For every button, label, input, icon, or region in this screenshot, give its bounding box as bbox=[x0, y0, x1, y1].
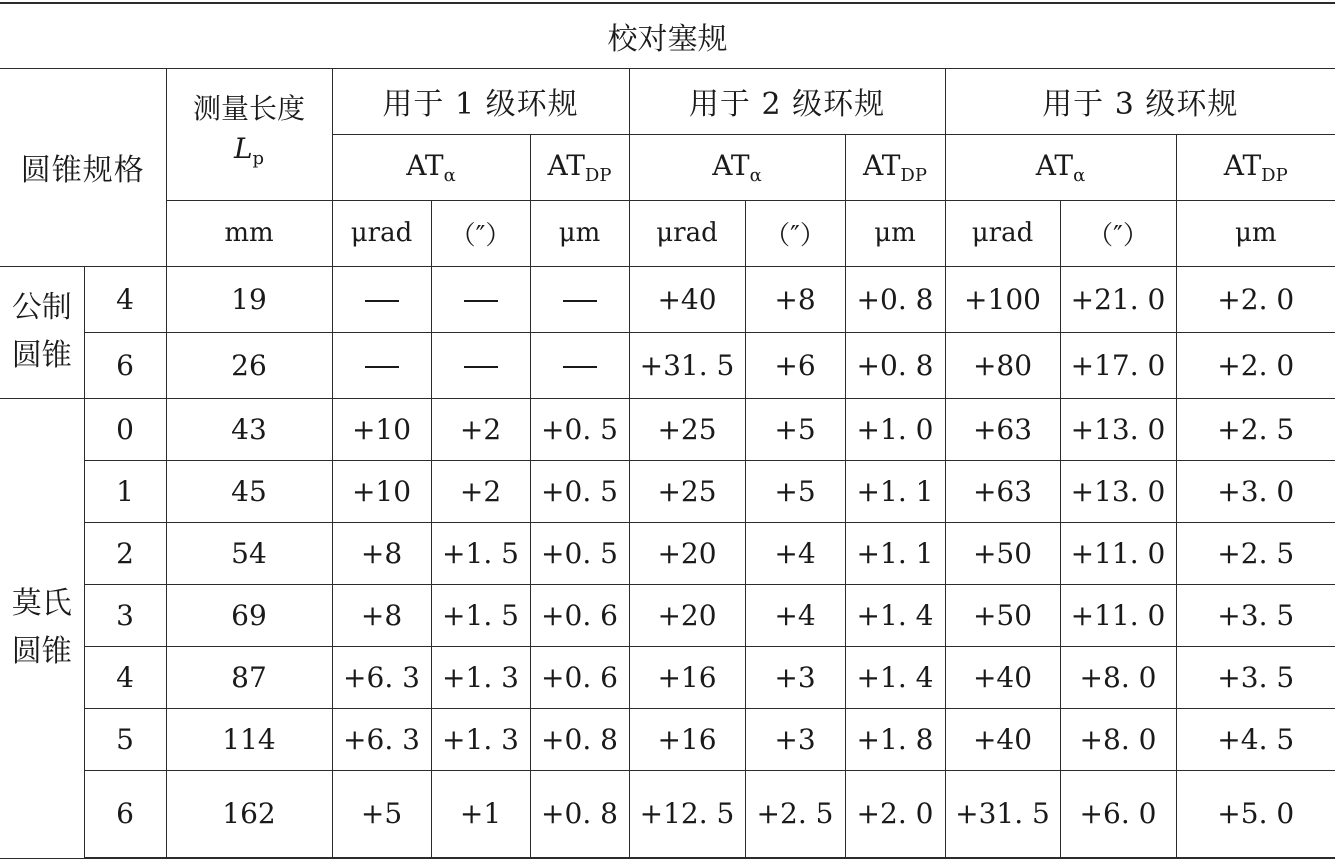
table-row bbox=[0, 398, 1335, 460]
value-cell: +2 bbox=[431, 460, 530, 522]
value-cell: +3. 0 bbox=[1176, 460, 1335, 522]
dash-mark bbox=[563, 366, 597, 368]
length-cell: 162 bbox=[166, 770, 332, 858]
dash-mark bbox=[464, 300, 498, 302]
value-cell: +8 bbox=[332, 584, 431, 646]
size-cell: 0 bbox=[84, 398, 166, 460]
length-sub: p bbox=[252, 148, 265, 169]
table-row bbox=[0, 708, 1335, 770]
group-header-1: 用于 1 级环规 bbox=[332, 68, 629, 134]
unit-um-3: μm bbox=[1176, 200, 1335, 266]
value-cell: +4. 5 bbox=[1176, 708, 1335, 770]
value-cell: +16 bbox=[629, 646, 745, 708]
value-cell: +13. 0 bbox=[1060, 460, 1176, 522]
value-cell: +80 bbox=[945, 332, 1060, 398]
value-cell bbox=[332, 332, 431, 398]
at-dp-header-3: $AT_{DP}$ bbox=[1176, 134, 1335, 200]
length-header bbox=[166, 68, 332, 200]
value-cell: +0. 5 bbox=[530, 460, 629, 522]
value-cell bbox=[431, 266, 530, 332]
cone-spec-header: 圆锥规格 bbox=[0, 68, 166, 266]
value-cell: +0. 5 bbox=[530, 522, 629, 584]
length-cell: 45 bbox=[166, 460, 332, 522]
table-row bbox=[0, 646, 1335, 708]
unit-sec-2: （″） bbox=[745, 200, 845, 266]
dash-mark bbox=[563, 300, 597, 302]
length-cell: 69 bbox=[166, 584, 332, 646]
value-cell: +10 bbox=[332, 460, 431, 522]
value-cell: +2. 5 bbox=[1176, 398, 1335, 460]
unit-urad-1: μrad bbox=[332, 200, 431, 266]
value-cell: +1. 5 bbox=[431, 584, 530, 646]
table-row bbox=[0, 770, 1335, 858]
value-cell: +0. 8 bbox=[845, 332, 945, 398]
value-cell: +1. 3 bbox=[431, 646, 530, 708]
value-cell: +3. 5 bbox=[1176, 646, 1335, 708]
value-cell: +5. 0 bbox=[1176, 770, 1335, 858]
value-cell: +1. 4 bbox=[845, 584, 945, 646]
value-cell: +12. 5 bbox=[629, 770, 745, 858]
category-name: 公制圆锥 bbox=[11, 290, 72, 373]
category-cell bbox=[0, 266, 84, 398]
value-cell: +1. 8 bbox=[845, 708, 945, 770]
value-cell: +40 bbox=[945, 708, 1060, 770]
value-cell: +21. 0 bbox=[1060, 266, 1176, 332]
value-cell: +50 bbox=[945, 522, 1060, 584]
value-cell: +0. 6 bbox=[530, 584, 629, 646]
unit-mm: mm bbox=[166, 200, 332, 266]
value-cell: +11. 0 bbox=[1060, 522, 1176, 584]
value-cell: +1. 3 bbox=[431, 708, 530, 770]
value-cell: +2. 0 bbox=[1176, 332, 1335, 398]
length-cell: 43 bbox=[166, 398, 332, 460]
table-title: 校对塞规 bbox=[0, 3, 1335, 68]
value-cell: +16 bbox=[629, 708, 745, 770]
size-cell: 4 bbox=[84, 266, 166, 332]
unit-um-1: μm bbox=[530, 200, 629, 266]
unit-urad-3: μrad bbox=[945, 200, 1060, 266]
length-cell: 26 bbox=[166, 332, 332, 398]
value-cell: +0. 5 bbox=[530, 398, 629, 460]
table-row bbox=[0, 460, 1335, 522]
value-cell: +0. 8 bbox=[530, 708, 629, 770]
value-cell: +50 bbox=[945, 584, 1060, 646]
unit-row bbox=[0, 200, 1335, 266]
length-cell: 19 bbox=[166, 266, 332, 332]
value-cell: +63 bbox=[945, 398, 1060, 460]
value-cell: +63 bbox=[945, 460, 1060, 522]
length-label: 测量长度 bbox=[192, 92, 305, 125]
length-cell: 54 bbox=[166, 522, 332, 584]
at-alpha-header-2: $AT_\alpha$ bbox=[629, 134, 845, 200]
table-row bbox=[0, 522, 1335, 584]
value-cell: +2. 5 bbox=[745, 770, 845, 858]
size-cell: 5 bbox=[84, 708, 166, 770]
table-row bbox=[0, 584, 1335, 646]
value-cell: +31. 5 bbox=[629, 332, 745, 398]
dash-mark bbox=[365, 366, 399, 368]
size-cell: 2 bbox=[84, 522, 166, 584]
unit-urad-2: μrad bbox=[629, 200, 745, 266]
value-cell: +20 bbox=[629, 522, 745, 584]
unit-sec-1: （″） bbox=[431, 200, 530, 266]
value-cell: +3 bbox=[745, 646, 845, 708]
value-cell: +40 bbox=[629, 266, 745, 332]
value-cell bbox=[530, 266, 629, 332]
value-cell: +5 bbox=[745, 460, 845, 522]
value-cell: +0. 6 bbox=[530, 646, 629, 708]
unit-um-2: μm bbox=[845, 200, 945, 266]
length-cell: 87 bbox=[166, 646, 332, 708]
at-alpha-header-1: $AT_\alpha$ bbox=[332, 134, 530, 200]
value-cell: +1. 0 bbox=[845, 398, 945, 460]
size-cell: 4 bbox=[84, 646, 166, 708]
value-cell: +8. 0 bbox=[1060, 708, 1176, 770]
header-row-1 bbox=[0, 68, 1335, 134]
value-cell: +1. 5 bbox=[431, 522, 530, 584]
dash-mark bbox=[365, 300, 399, 302]
group-header-2: 用于 2 级环规 bbox=[629, 68, 945, 134]
value-cell: +2 bbox=[431, 398, 530, 460]
value-cell: +3 bbox=[745, 708, 845, 770]
category-cell bbox=[0, 398, 84, 858]
value-cell bbox=[431, 332, 530, 398]
value-cell: +20 bbox=[629, 584, 745, 646]
group-header-3: 用于 3 级环规 bbox=[945, 68, 1335, 134]
value-cell: +31. 5 bbox=[945, 770, 1060, 858]
title-row bbox=[0, 3, 1335, 68]
value-cell: +6. 3 bbox=[332, 646, 431, 708]
value-cell: +4 bbox=[745, 522, 845, 584]
at-dp-header-1: $AT_{DP}$ bbox=[530, 134, 629, 200]
dash-mark bbox=[464, 366, 498, 368]
at-alpha-header-3: $AT_\alpha$ bbox=[945, 134, 1176, 200]
value-cell: +25 bbox=[629, 398, 745, 460]
size-cell: 6 bbox=[84, 332, 166, 398]
unit-sec-3: （″） bbox=[1060, 200, 1176, 266]
value-cell: +13. 0 bbox=[1060, 398, 1176, 460]
size-cell: 1 bbox=[84, 460, 166, 522]
value-cell: +0. 8 bbox=[530, 770, 629, 858]
value-cell: +100 bbox=[945, 266, 1060, 332]
at-dp-header-2: $AT_{DP}$ bbox=[845, 134, 945, 200]
value-cell: +25 bbox=[629, 460, 745, 522]
value-cell: +0. 8 bbox=[845, 266, 945, 332]
value-cell: +6. 0 bbox=[1060, 770, 1176, 858]
table-row bbox=[0, 266, 1335, 332]
value-cell: +6 bbox=[745, 332, 845, 398]
value-cell: +10 bbox=[332, 398, 431, 460]
value-cell: +3. 5 bbox=[1176, 584, 1335, 646]
value-cell: +8 bbox=[332, 522, 431, 584]
category-name: 莫氏圆锥 bbox=[11, 586, 72, 669]
gauge-tolerance-table bbox=[0, 2, 1335, 859]
value-cell bbox=[332, 266, 431, 332]
value-cell: +8. 0 bbox=[1060, 646, 1176, 708]
length-cell: 114 bbox=[166, 708, 332, 770]
size-cell: 6 bbox=[84, 770, 166, 858]
length-symbol: L bbox=[233, 132, 253, 165]
value-cell: +1. 4 bbox=[845, 646, 945, 708]
value-cell: +40 bbox=[945, 646, 1060, 708]
value-cell: +1 bbox=[431, 770, 530, 858]
value-cell: +6. 3 bbox=[332, 708, 431, 770]
value-cell: +4 bbox=[745, 584, 845, 646]
value-cell: +1. 1 bbox=[845, 460, 945, 522]
value-cell: +1. 1 bbox=[845, 522, 945, 584]
value-cell: +11. 0 bbox=[1060, 584, 1176, 646]
size-cell: 3 bbox=[84, 584, 166, 646]
value-cell: +2. 0 bbox=[1176, 266, 1335, 332]
value-cell: +8 bbox=[745, 266, 845, 332]
value-cell: +5 bbox=[332, 770, 431, 858]
value-cell: +17. 0 bbox=[1060, 332, 1176, 398]
value-cell: +5 bbox=[745, 398, 845, 460]
value-cell: +2. 0 bbox=[845, 770, 945, 858]
value-cell: +2. 5 bbox=[1176, 522, 1335, 584]
table-row bbox=[0, 332, 1335, 398]
value-cell bbox=[530, 332, 629, 398]
